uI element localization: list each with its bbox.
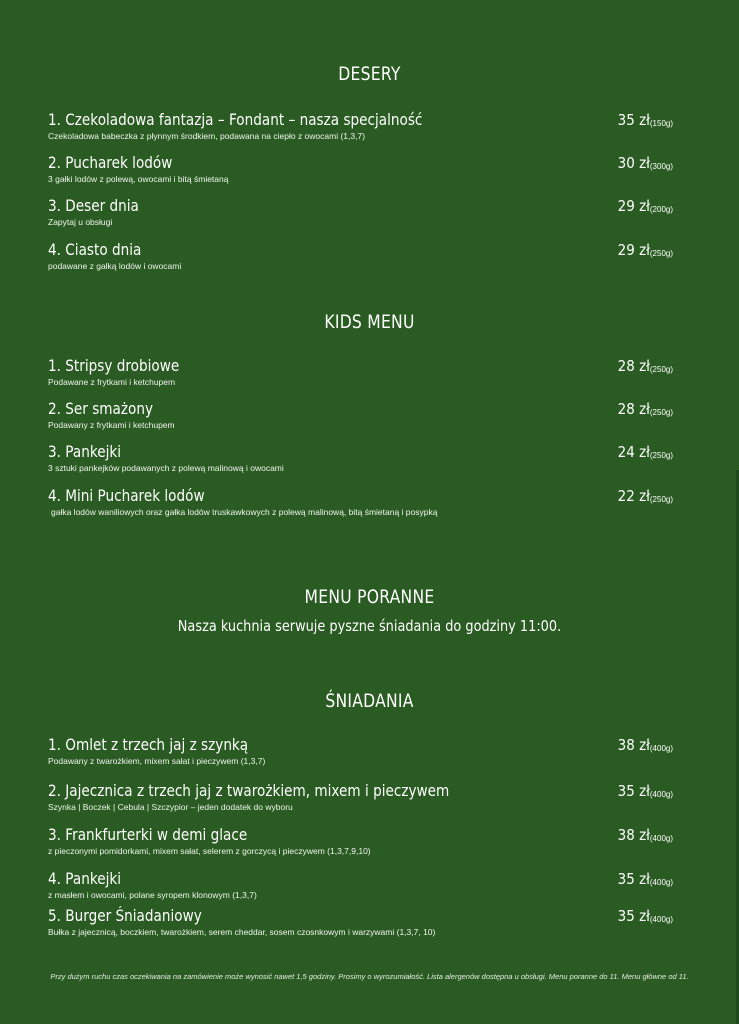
price-amount: 35 zł (617, 782, 650, 800)
item-price (611, 486, 673, 506)
item-price (611, 442, 673, 462)
item-description: Zapytaj u obsługi (48, 217, 113, 227)
menu-item (48, 356, 678, 388)
price-weight: (400g) (649, 915, 673, 924)
price-weight: (250g) (649, 495, 673, 504)
price-weight: (250g) (649, 365, 673, 374)
item-name: 5. Burger Śniadaniowy (48, 906, 202, 925)
item-description: gałka lodów waniliowych oraz gałka lodów truskawkowych z polewą malinową, bitą śmietaną i posypką (51, 507, 438, 517)
item-name: 4. Ciasto dnia (48, 240, 142, 259)
item-description: Czekoladowa babeczka z płynnym środkiem, podawana na ciepło z owocami (1,3,7) (48, 131, 366, 141)
price-weight: (300g) (649, 162, 673, 171)
price-amount: 30 zł (617, 154, 650, 172)
price-amount: 29 zł (617, 197, 650, 215)
menu-item (48, 906, 678, 938)
item-name: 1. Omlet z trzech jaj z szynką (48, 735, 249, 754)
item-description: Podawane z frytkami i ketchupem (48, 377, 176, 387)
item-name: 2. Pucharek lodów (48, 153, 173, 172)
item-price (611, 110, 673, 130)
item-description: Podawany z twarożkiem, mixem sałat i pieczywem (1,3,7) (48, 756, 266, 766)
item-name: 2. Ser smażony (48, 399, 154, 418)
item-description: Podawany z frytkami i ketchupem (48, 420, 175, 430)
menu-item (48, 825, 678, 857)
item-price (611, 825, 673, 845)
section-title-sniadania: ŚNIADANIA (325, 690, 414, 712)
price-weight: (200g) (649, 205, 673, 214)
item-name: 3. Frankfurterki w demi glace (48, 825, 248, 844)
price-amount: 29 zł (617, 241, 650, 259)
item-price (611, 356, 673, 376)
price-amount: 38 zł (617, 826, 650, 844)
price-amount: 24 zł (617, 443, 650, 461)
menu-item (48, 735, 678, 767)
menu-item (48, 781, 678, 813)
item-description: Szynka | Boczek | Cebula | Szczypior – jeden dodatek do wyboru (48, 802, 293, 812)
item-name: 4. Mini Pucharek lodów (48, 486, 205, 505)
item-price (611, 735, 673, 755)
item-description: podawane z gałką lodów i owocami (48, 261, 182, 271)
item-price (611, 153, 673, 173)
item-description: z pieczonymi pomidorkami, mixem sałat, selerem z gorczycą i pieczywem (1,3,7,9,10) (48, 846, 371, 856)
price-weight: (400g) (649, 744, 673, 753)
price-amount: 28 zł (617, 400, 650, 418)
price-weight: (400g) (649, 790, 673, 799)
price-weight: (150g) (649, 119, 673, 128)
price-weight: (400g) (649, 834, 673, 843)
section-subtitle-poranne: Nasza kuchnia serwuje pyszne śniadania do godziny 11:00. (177, 617, 562, 635)
section-title-poranne: MENU PORANNE (304, 586, 435, 608)
menu-item (48, 486, 678, 518)
price-weight: (250g) (649, 408, 673, 417)
price-amount: 35 zł (617, 111, 650, 129)
item-price (611, 196, 673, 216)
price-weight: (250g) (649, 249, 673, 258)
footer-note: Przy dużym ruchu czas oczekiwania na zamówienie może wynosić nawet 1,5 godziny. Prosimy o wyrozumiałość. Lista alergenów dostępna u obsługi. Menu poranne do 11. Menu główne od 11. (50, 972, 689, 981)
item-price (611, 869, 673, 889)
price-amount: 35 zł (617, 870, 650, 888)
price-weight: (250g) (649, 451, 673, 460)
item-price (611, 781, 673, 801)
price-amount: 35 zł (617, 907, 650, 925)
price-amount: 22 zł (617, 487, 650, 505)
menu-item (48, 196, 678, 228)
item-name: 4. Pankejki (48, 869, 122, 888)
item-name: 1. Czekoladowa fantazja – Fondant – nasza specjalność (48, 110, 423, 129)
price-amount: 28 zł (617, 357, 650, 375)
menu-item (48, 153, 678, 185)
menu-item (48, 240, 678, 272)
item-name: 3. Pankejki (48, 442, 122, 461)
item-description: z masłem i owocami, polane syropem klonowym (1,3,7) (48, 890, 257, 900)
price-amount: 38 zł (617, 736, 650, 754)
item-description: 3 sztuki pankejków podawanych z polewą malinową i owocami (48, 463, 284, 473)
section-title-kids: KIDS MENU (324, 311, 415, 333)
item-description: Bułka z jajecznicą, boczkiem, twarożkiem, serem cheddar, sosem czosnkowym i warzywami (1,3,7, 10) (48, 927, 436, 937)
item-price (611, 240, 673, 260)
price-weight: (400g) (649, 878, 673, 887)
menu-item (48, 110, 678, 142)
item-name: 1. Stripsy drobiowe (48, 356, 180, 375)
section-title-desery: DESERY (338, 63, 401, 85)
menu-item (48, 399, 678, 431)
item-price (611, 399, 673, 419)
menu-item (48, 869, 678, 901)
menu-item (48, 442, 678, 474)
item-name: 3. Deser dnia (48, 196, 139, 215)
item-name: 2. Jajecznica z trzech jaj z twarożkiem, mixem i pieczywem (48, 781, 450, 800)
item-price (611, 906, 673, 926)
item-description: 3 gałki lodów z polewą, owocami i bitą śmietaną (48, 174, 229, 184)
